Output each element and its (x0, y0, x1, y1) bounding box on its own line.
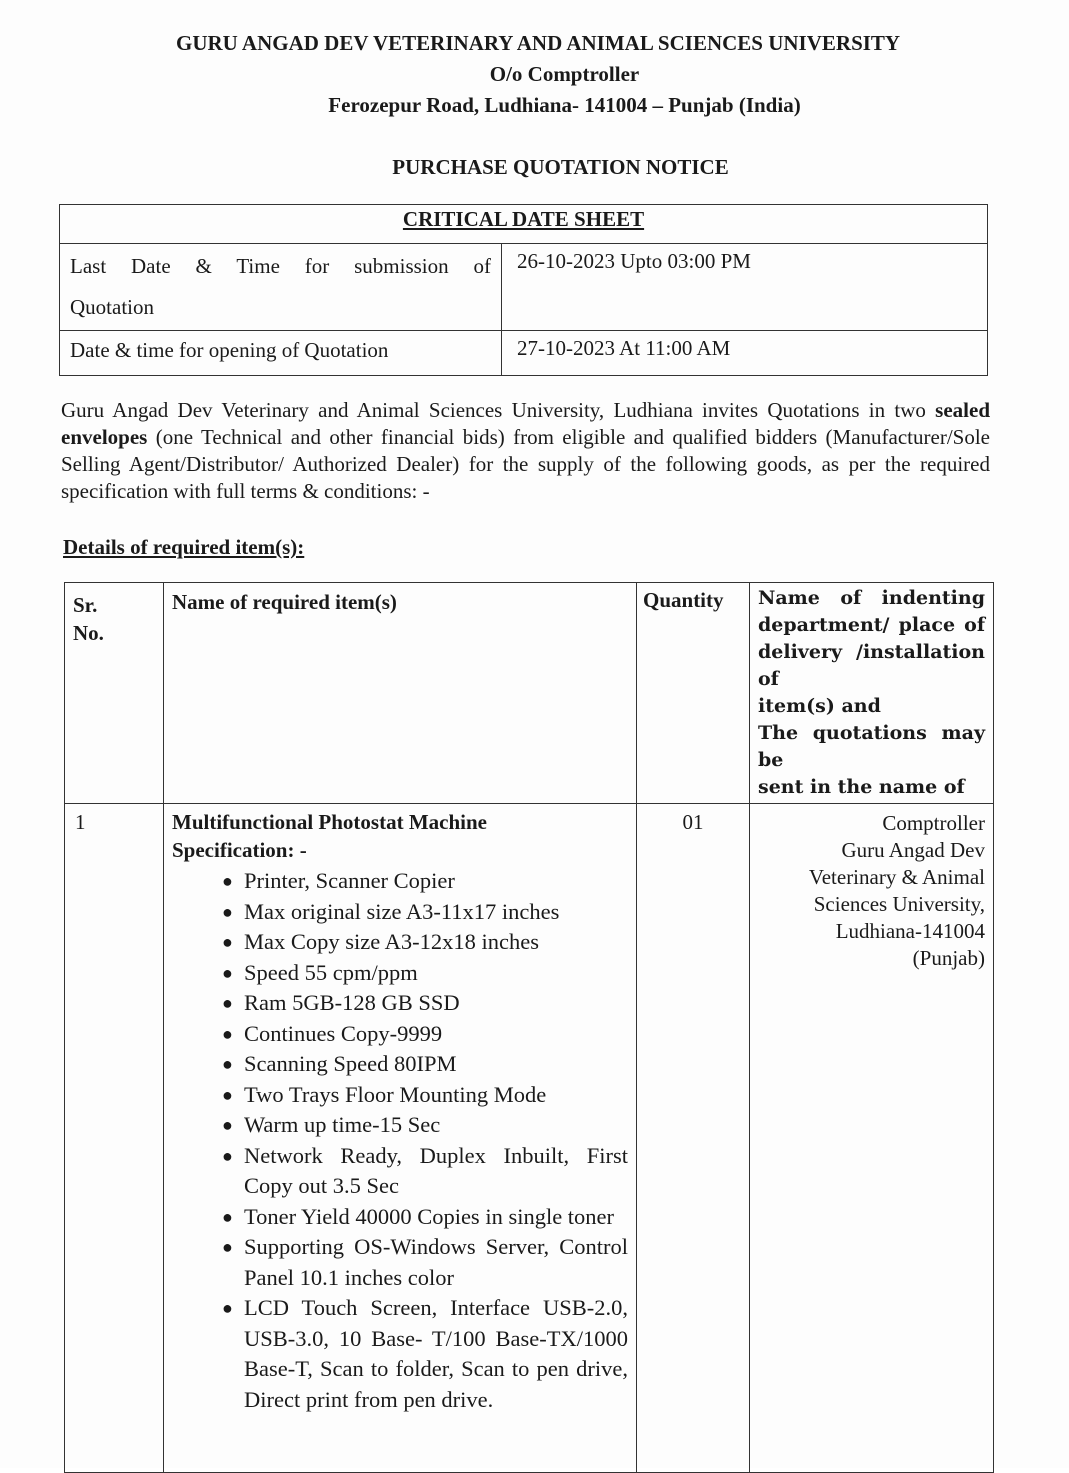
department-address-line: Guru Angad Dev (841, 838, 985, 862)
item-department (750, 804, 994, 1473)
spec-text: Scanning Speed 80IPM (244, 1051, 457, 1076)
notice-title: PURCHASE QUOTATION NOTICE (392, 155, 729, 179)
department-header-line: delivery /installation of (758, 641, 985, 690)
spec-item (222, 1141, 628, 1202)
bullet-icon: ● (222, 962, 233, 983)
spec-text: Max original size A3-11x17 inches (244, 898, 560, 924)
bullet-icon: ● (222, 1206, 233, 1227)
spec-item (222, 958, 628, 989)
department-address-line: Comptroller (882, 811, 985, 835)
spec-text: Toner Yield 40000 Copies in single toner (244, 1203, 615, 1229)
bullet-icon: ● (222, 1115, 233, 1135)
bullet-icon: ● (222, 1145, 233, 1166)
opening-date-value: 27-10-2023 At 11:00 AM (502, 331, 988, 376)
intro-bold-phrase: sealed envelopes (61, 398, 990, 449)
bullet-icon: ● (222, 1054, 233, 1074)
spec-text: LCD Touch Screen, Interface USB-2.0, USB-3.0, 10 Base- T/100 Base-TX/1000 Base-T, Scan to folder, Scan to pen drive, Direct print from pen drive. (244, 1295, 628, 1412)
bullet-icon: ● (222, 871, 233, 891)
critical-date-sheet-title: CRITICAL DATE SHEET (60, 205, 988, 244)
spec-label: Specification: - (172, 838, 307, 862)
spec-item (222, 1019, 628, 1050)
item-quantity: 01 (637, 804, 750, 1473)
col-department (750, 583, 994, 804)
col-quantity: Quantity (637, 583, 750, 804)
items-table-header (65, 583, 994, 804)
intro-paragraph: Guru Angad Dev Veterinary and Animal Sciences University, Ludhiana invites Quotations in two sealed envelopes (one Technical and other financial bids) from eligible and qualified bidders (Manufacturer/Sole Selling Agent/Distributor/ Authorized Dealer) for the supply of the following goods, as per the required specification with full terms & conditions: - (61, 398, 990, 503)
office-name: O/o Comptroller (489, 62, 640, 86)
submission-date-label: Last Date & Time for submission of Quotation (60, 244, 502, 331)
opening-date-label: Date & time for opening of Quotation (60, 331, 502, 376)
col-item-name: Name of required item(s) (164, 583, 637, 804)
spec-item (222, 988, 628, 1019)
submission-date-value: 26-10-2023 Upto 03:00 PM (502, 244, 988, 331)
spec-item (222, 1202, 628, 1233)
university-name: GURU ANGAD DEV VETERINARY AND ANIMAL SCIENCES UNIVERSITY (176, 31, 901, 55)
critical-date-sheet (59, 204, 988, 376)
col-sr-no: Sr. No. (65, 583, 164, 804)
bullet-icon: ● (222, 932, 233, 952)
department-address (758, 806, 985, 972)
bullet-icon: ● (222, 1023, 233, 1044)
department-header-text (758, 585, 985, 801)
bullet-icon: ● (222, 1237, 233, 1257)
bullet-icon: ● (222, 1084, 233, 1105)
spec-item (222, 1049, 628, 1080)
item-sr-no: 1 (65, 804, 164, 1473)
department-header-line: item(s) and (758, 695, 881, 717)
spec-item (222, 1293, 628, 1415)
opening-date-row (60, 331, 988, 376)
spec-item (222, 1110, 628, 1141)
spec-text: Continues Copy-9999 (244, 1020, 443, 1046)
university-address: Ferozepur Road, Ludhiana- 141004 – Punjab (India) (328, 93, 801, 117)
spec-text: Max Copy size A3-12x18 inches (244, 929, 539, 954)
department-header-line: Name of indenting (758, 587, 985, 609)
details-heading: Details of required item(s): (63, 535, 305, 559)
spec-text: Printer, Scanner Copier (244, 868, 455, 893)
spec-text: Network Ready, Duplex Inbuilt, First Copy out 3.5 Sec (244, 1142, 628, 1198)
spec-text: Supporting OS-Windows Server, Control Panel 10.1 inches color (244, 1234, 628, 1290)
spec-item (222, 897, 628, 928)
spec-item (222, 1232, 628, 1293)
bullet-icon: ● (222, 993, 233, 1013)
spec-item (222, 1080, 628, 1111)
department-address-line: Ludhiana-141004 (835, 919, 985, 943)
department-header-line: sent in the name of (758, 776, 965, 798)
submission-date-row (60, 244, 988, 331)
spec-list (172, 866, 628, 1415)
item-name: Multifunctional Photostat Machine (172, 810, 487, 834)
spec-text: Speed 55 cpm/ppm (244, 959, 418, 985)
spec-item (222, 927, 628, 958)
department-address-line: Sciences University, (813, 892, 985, 916)
item-description (164, 804, 637, 1473)
spec-text: Two Trays Floor Mounting Mode (244, 1081, 547, 1107)
spec-item (222, 866, 628, 897)
table-row (65, 804, 994, 1473)
bullet-icon: ● (222, 901, 233, 922)
department-header-line: The quotations may be (758, 722, 985, 771)
spec-text: Ram 5GB-128 GB SSD (244, 990, 460, 1015)
department-address-line: (Punjab) (912, 946, 985, 970)
spec-text: Warm up time-15 Sec (244, 1112, 441, 1137)
department-address-line: Veterinary & Animal (808, 865, 985, 889)
items-table (64, 582, 994, 1473)
department-header-line: department/ place of (758, 614, 985, 636)
bullet-icon: ● (222, 1298, 233, 1318)
